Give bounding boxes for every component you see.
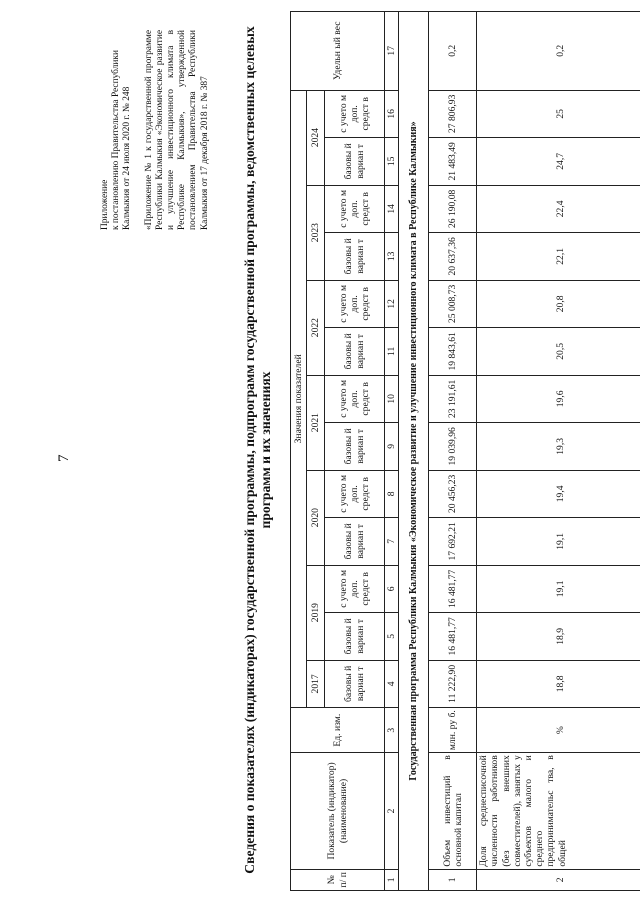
value-2023-extra: 26 190,08 <box>429 185 477 233</box>
indicators-table <box>290 11 640 891</box>
appendix-line-2: к постановлению Правительства Республики <box>111 50 122 230</box>
value-2021-base: 19,3 <box>477 423 640 471</box>
value-2019-extra: 16 481,77 <box>429 565 477 613</box>
column-number: 10 <box>385 375 399 423</box>
header-values: Значения показателей <box>291 90 307 708</box>
header-base-variant: базовы й вариан т <box>325 613 385 661</box>
value-2021-extra: 23 191,61 <box>429 375 477 423</box>
column-number: 13 <box>385 233 399 281</box>
column-number: 15 <box>385 138 399 186</box>
indicator-unit: млн. ру б. <box>429 708 477 753</box>
program-row <box>399 12 429 891</box>
value-2019-base: 16 481,77 <box>429 613 477 661</box>
header-base-variant: базовы й вариан т <box>325 660 385 708</box>
value-2023-extra: 22,4 <box>477 185 640 233</box>
indicator-name: Объем инвестиций в основной капитал <box>429 753 477 869</box>
header-extra-funds: с учето м доп. средст в <box>325 375 385 423</box>
appendix-quote: «Приложение № 1 к государственной программе Республики Калмыкия «Экономическое развитие и улучшение инвестиционного климата в Республике Калмыкия», утвержденной постановлением Правительства Республики Калмыкия от 17 декабря 2018 г. № 387 <box>143 30 210 230</box>
program-title: Государственная программа Республики Калмыкия «Экономическое развитие и улучшение инвестиционного климата в Республике Калмыкия» <box>399 12 429 891</box>
page-number: 7 <box>56 454 72 462</box>
indicator-unit: % <box>477 708 640 753</box>
value-2022-extra: 20,8 <box>477 280 640 328</box>
header-year: 2019 <box>307 565 325 660</box>
value-2017: 11 222,90 <box>429 660 477 708</box>
column-number: 3 <box>385 708 399 753</box>
column-number: 17 <box>385 12 399 91</box>
share-value: 0,2 <box>477 12 640 91</box>
header-base-variant: базовы й вариан т <box>325 138 385 186</box>
value-2020-base: 19,1 <box>477 518 640 566</box>
header-share: Удельн ый вес <box>291 12 385 91</box>
header-year: 2021 <box>307 375 325 470</box>
header-indicator: Показатель (индикатор) (наименование) <box>291 753 385 869</box>
header-extra-funds: с учето м доп. средст в <box>325 90 385 138</box>
header-year: 2022 <box>307 280 325 375</box>
value-2022-extra: 25 008,73 <box>429 280 477 328</box>
column-number: 12 <box>385 280 399 328</box>
value-2019-extra: 19,1 <box>477 565 640 613</box>
header-number: № п/ п <box>291 869 385 890</box>
table-row <box>477 12 640 891</box>
column-numbers-row <box>385 12 399 891</box>
value-2019-base: 18,9 <box>477 613 640 661</box>
value-2022-base: 19 843,61 <box>429 328 477 376</box>
column-number: 4 <box>385 660 399 708</box>
header-year: 2017 <box>307 660 325 708</box>
appendix-line-3: Калмыкия от 24 июля 2020 г. № 248 <box>122 86 133 230</box>
column-number: 1 <box>385 869 399 890</box>
document-title: Сведения о показателях (индикаторах) государственной программы, подпрограмм государственной программы, ведомственных целевых программ и их значениях <box>242 26 273 874</box>
table-row <box>429 12 477 891</box>
header-base-variant: базовы й вариан т <box>325 518 385 566</box>
value-2024-base: 21 483,49 <box>429 138 477 186</box>
value-2023-base: 20 637,36 <box>429 233 477 281</box>
column-number: 6 <box>385 565 399 613</box>
share-value: 0,2 <box>429 12 477 91</box>
value-2021-extra: 19,6 <box>477 375 640 423</box>
value-2024-extra: 27 806,93 <box>429 90 477 138</box>
column-number: 7 <box>385 518 399 566</box>
column-number: 9 <box>385 423 399 471</box>
header-unit: Ед. изм. <box>291 708 385 753</box>
row-number: 2 <box>477 869 640 890</box>
column-number: 2 <box>385 753 399 869</box>
header-base-variant: базовы й вариан т <box>325 423 385 471</box>
header-extra-funds: с учето м доп. средст в <box>325 185 385 233</box>
header-extra-funds: с учето м доп. средст в <box>325 280 385 328</box>
value-2020-extra: 20 456,23 <box>429 470 477 518</box>
value-2024-extra: 25 <box>477 90 640 138</box>
row-number: 1 <box>429 869 477 890</box>
header-year: 2023 <box>307 185 325 280</box>
value-2020-extra: 19,4 <box>477 470 640 518</box>
column-number: 16 <box>385 90 399 138</box>
value-2022-base: 20,5 <box>477 328 640 376</box>
column-number: 8 <box>385 470 399 518</box>
header-base-variant: базовы й вариан т <box>325 328 385 376</box>
value-2024-base: 24,7 <box>477 138 640 186</box>
value-2021-base: 19 039,96 <box>429 423 477 471</box>
appendix-header <box>100 30 219 230</box>
value-2023-base: 22,1 <box>477 233 640 281</box>
value-2017: 18,8 <box>477 660 640 708</box>
header-extra-funds: с учето м доп. средст в <box>325 470 385 518</box>
header-year: 2020 <box>307 470 325 565</box>
column-number: 11 <box>385 328 399 376</box>
header-base-variant: базовы й вариан т <box>325 233 385 281</box>
value-2020-base: 17 692,21 <box>429 518 477 566</box>
column-number: 5 <box>385 613 399 661</box>
header-year: 2024 <box>307 90 325 185</box>
header-extra-funds: с учето м доп. средст в <box>325 565 385 613</box>
appendix-line-1: Приложение <box>100 179 110 230</box>
column-number: 14 <box>385 185 399 233</box>
indicator-name: Доля среднесписочной численности работников (без внешних совместителей), занятых у субъектов малого и среднего предпринимательс тва, в общей <box>477 753 640 869</box>
header-row-1 <box>291 12 307 891</box>
